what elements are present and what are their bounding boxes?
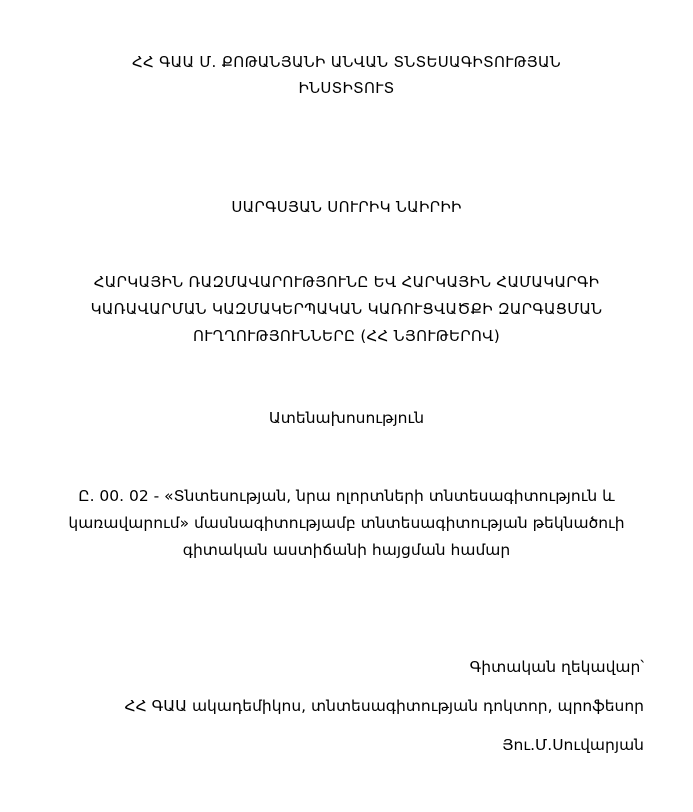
supervisor-label: Գիտական ղեկավար՝ <box>469 658 644 676</box>
institution-line-2: ԻՆՍՏԻՏՈՒՏ <box>298 79 395 97</box>
thesis-title-line-2: ԿԱՌԱՎԱՐՄԱՆ ԿԱԶՄԱԿԵՐՊԱԿԱՆ ԿԱՌՈՒՑՎԱԾՔԻ ԶԱՐԳԱՑՄԱՆ <box>90 300 603 318</box>
specialty-line-2: կառավարում» մասնագիտությամբ տնտեսագիտության թեկնածուի <box>68 514 625 532</box>
supervisor-credentials: ՀՀ ԳԱԱ ակադեմիկոս, տնտեսագիտության դոկտոր, պրոֆեսոր <box>124 697 644 715</box>
thesis-title-line-3: ՈՒՂՂՈՒԹՅՈՒՆՆԵՐԸ (ՀՀ ՆՅՈՒԹԵՐՈՎ) <box>193 327 500 345</box>
specialty-line-1: Ը. 00. 02 - «Տնտեսության, նրա ոլորտների տնտեսագիտություն և <box>78 487 615 505</box>
thesis-title-line-1: ՀԱՐԿԱՅԻՆ ՌԱԶՄԱՎԱՐՈՒԹՅՈՒՆԸ ԵՎ ՀԱՐԿԱՅԻՆ ՀԱՄԱԿԱՐԳԻ <box>93 273 600 291</box>
document-type: Ատենախոսություն <box>268 409 425 427</box>
author-name: ՍԱՐԳՍՅԱՆ ՍՈՒՐԻԿ ՆԱԻՐԻԻ <box>231 198 462 216</box>
supervisor-name: Յու.Մ.Սուվարյան <box>502 736 644 754</box>
specialty-line-3: գիտական աստիճանի հայցման համար <box>182 541 511 559</box>
institution-line-1: ՀՀ ԳԱԱ Մ. ՔՈԹԱՆՅԱՆԻ ԱՆՎԱՆ ՏՆՏԵՍԱԳԻՏՈՒԹՅԱՆ <box>131 53 562 71</box>
